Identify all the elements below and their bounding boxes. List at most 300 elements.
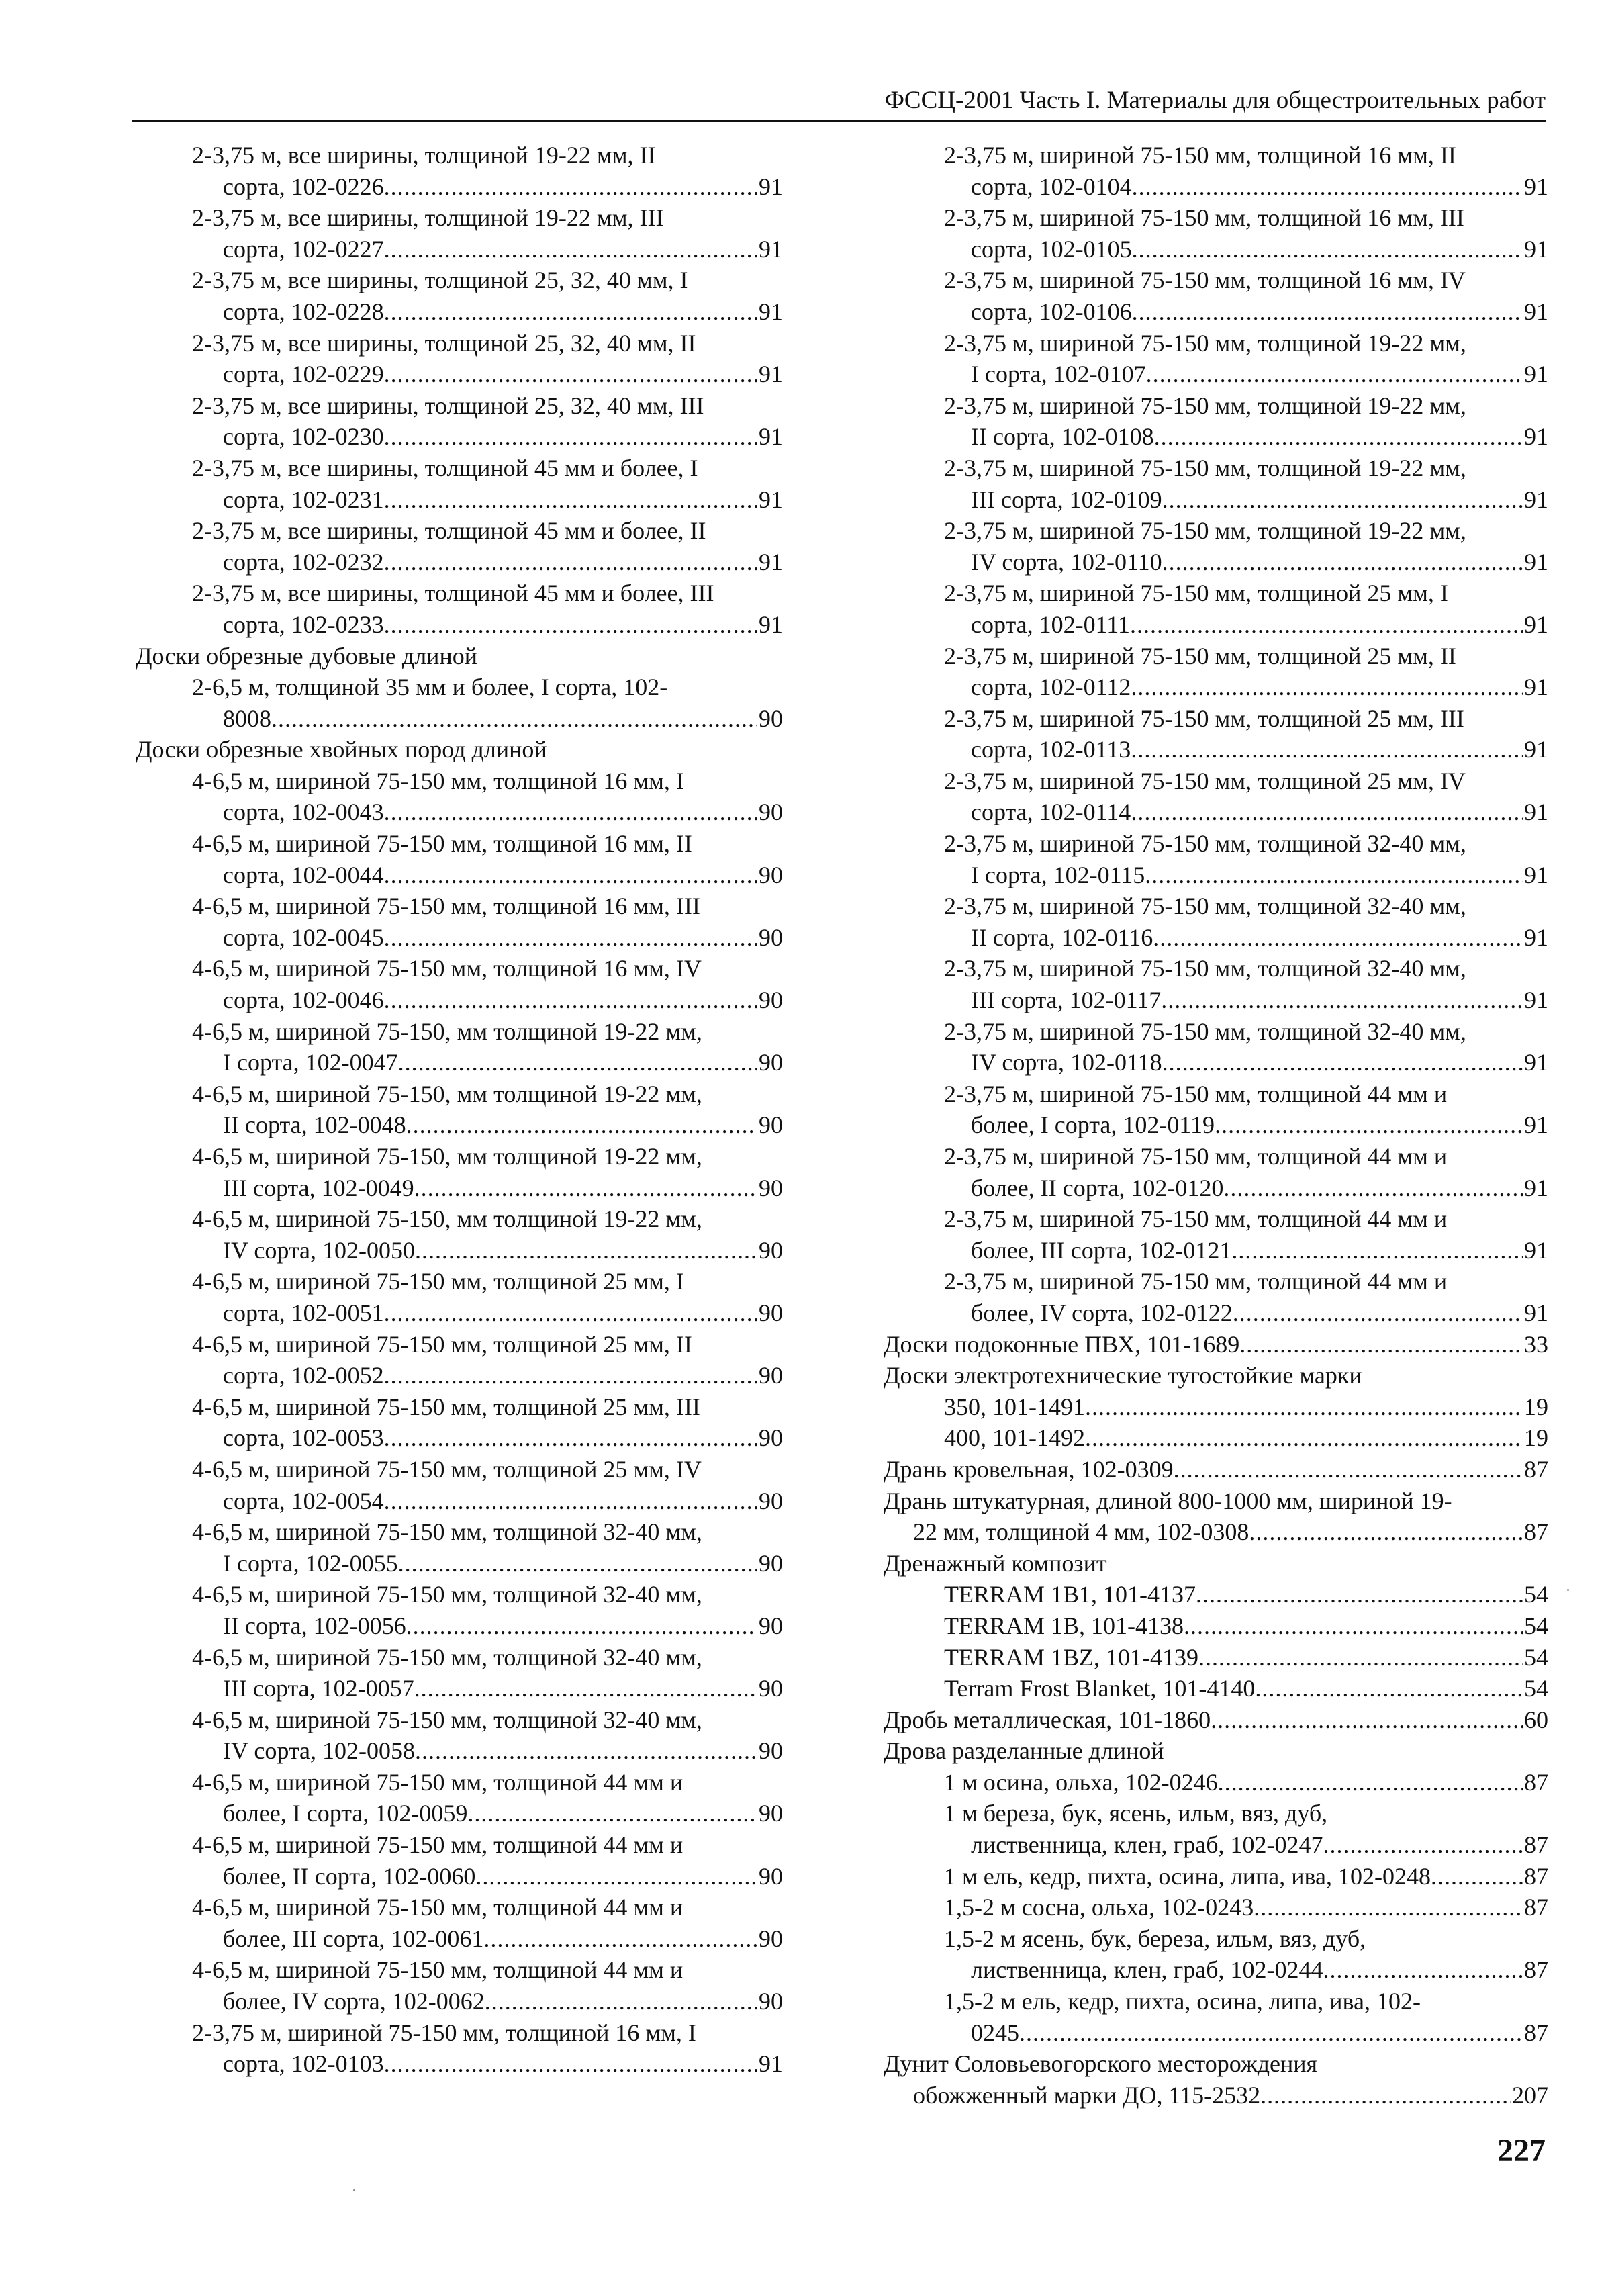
entry-leader-line (132, 296, 783, 328)
entry-leader-line (132, 703, 783, 735)
entry-label: сорта, 102-0113 (971, 736, 1131, 764)
index-entry (884, 1454, 1548, 1485)
entry-label: III сорта, 102-0057 (223, 1675, 414, 1702)
entry-page-ref: 90 (759, 923, 783, 951)
dot-leader (1162, 1047, 1523, 1078)
entry-label: сорта, 102-0054 (223, 1487, 384, 1514)
entry-page-ref: 90 (759, 986, 783, 1014)
index-entry (884, 1861, 1548, 1892)
entry-label: III сорта, 102-0117 (971, 986, 1162, 1014)
index-entry (884, 202, 1548, 265)
entry-text-line: 2-3,75 м, шириной 75-150 мм, толщиной 32-40 мм, (944, 830, 1466, 858)
dot-leader (384, 796, 757, 828)
index-entry (884, 1986, 1548, 2048)
entry-leader-line (132, 1923, 783, 1955)
entry-text-line: 2-3,75 м, шириной 75-150 мм, толщиной 16 мм, IV (944, 267, 1466, 294)
entry-page-ref: 60 (1524, 1706, 1548, 1733)
entry-label: I сорта, 102-0047 (223, 1049, 398, 1076)
index-column-right (884, 140, 1548, 2111)
index-entry (884, 1078, 1548, 1141)
entry-label: 1,5-2 м сосна, ольха, 102-0243 (944, 1894, 1254, 1921)
index-entry (884, 1266, 1548, 1328)
entry-leader-line (884, 1047, 1548, 1078)
entry-page-ref: 90 (759, 1862, 783, 1890)
entry-label: сорта, 102-0231 (223, 486, 384, 513)
entry-label: I сорта, 102-0107 (971, 361, 1146, 388)
dot-leader (485, 1986, 757, 2017)
entry-label: II сорта, 102-0108 (971, 423, 1154, 451)
entry-page-ref: 87 (1524, 2019, 1548, 2046)
entry-page-ref: 87 (1524, 1894, 1548, 1921)
entry-label: IV сорта, 102-0050 (223, 1236, 415, 1264)
entry-page-ref: 33 (1524, 1330, 1548, 1358)
entry-label: сорта, 102-0046 (223, 986, 384, 1014)
entry-text-line: 4-6,5 м, шириной 75-150 мм, толщиной 16 мм, III (192, 892, 700, 920)
entry-page-ref: 87 (1524, 1862, 1548, 1890)
entry-leader-line (132, 1798, 783, 1829)
index-entry (884, 390, 1548, 453)
entry-leader-line (884, 1109, 1548, 1141)
entry-text-line: 4-6,5 м, шириной 75-150 мм, толщиной 44 мм и (192, 1768, 683, 1796)
entry-label: более, I сорта, 102-0119 (971, 1111, 1215, 1139)
entry-text-line: 2-3,75 м, все ширины, толщиной 25, 32, 40 мм, I (192, 267, 688, 294)
entry-label: лиственница, клен, граб, 102-0247 (971, 1831, 1323, 1859)
dot-leader (475, 1861, 757, 1892)
entry-text-line: 2-3,75 м, шириной 75-150 мм, толщиной 25 мм, I (944, 580, 1448, 607)
dot-leader (384, 609, 757, 641)
entry-leader-line (884, 2017, 1548, 2049)
entry-label: сорта, 102-0229 (223, 361, 384, 388)
entry-label: более, I сорта, 102-0059 (223, 1800, 468, 1827)
entry-page-ref: 91 (1524, 548, 1548, 576)
entry-text-line: 4-6,5 м, шириной 75-150 мм, толщиной 32-40 мм, (192, 1581, 702, 1608)
dot-leader (384, 234, 757, 265)
dot-leader (384, 171, 757, 203)
entry-page-ref: 87 (1524, 1768, 1548, 1796)
entry-leader-line (132, 359, 783, 390)
dot-leader (1146, 359, 1523, 390)
entry-page-ref: 91 (1524, 610, 1548, 638)
entry-leader-line (884, 1642, 1548, 1673)
entry-page-ref: 91 (759, 610, 783, 638)
index-entry (132, 1266, 783, 1328)
entry-text-line: 2-3,75 м, все ширины, толщиной 45 мм и более, I (192, 454, 698, 481)
entry-text-line: 4-6,5 м, шириной 75-150 мм, толщиной 25 мм, III (192, 1393, 700, 1420)
entry-text-line: 2-6,5 м, толщиной 35 мм и более, I сорта, 102- (192, 674, 668, 701)
entry-page-ref: 91 (1524, 235, 1548, 263)
entry-page-ref: 90 (759, 1111, 783, 1139)
entry-leader-line (884, 1767, 1548, 1798)
index-entry (132, 766, 783, 828)
index-entry (132, 1579, 783, 1641)
dot-leader (1249, 1516, 1523, 1548)
entry-text-line: 2-3,75 м, шириной 75-150 мм, толщиной 32-40 мм, (944, 955, 1466, 982)
entry-label: III сорта, 102-0049 (223, 1174, 414, 1201)
index-entry (132, 641, 783, 672)
entry-text-line: 1,5-2 м ель, кедр, пихта, осина, липа, ива, 102- (944, 1988, 1421, 2015)
entry-page-ref: 87 (1524, 1956, 1548, 1984)
entry-leader-line (884, 1422, 1548, 1454)
dot-leader (1323, 1829, 1523, 1861)
entry-leader-line (132, 1297, 783, 1329)
entry-text-line: 4-6,5 м, шириной 75-150 мм, толщиной 44 мм и (192, 1831, 683, 1859)
entry-leader-line (884, 1454, 1548, 1485)
entry-label: сорта, 102-0226 (223, 173, 384, 200)
entry-leader-line (884, 1516, 1548, 1548)
entry-text-line: 2-3,75 м, шириной 75-150 мм, толщиной 16 мм, III (944, 204, 1464, 232)
entry-page-ref: 91 (759, 548, 783, 576)
entry-page-ref: 90 (759, 1174, 783, 1201)
dot-leader (1132, 296, 1523, 328)
entry-text-line: 4-6,5 м, шириной 75-150 мм, толщиной 16 мм, I (192, 767, 684, 794)
entry-label: TERRAM 1B1, 101-4137 (944, 1581, 1196, 1608)
dot-leader (1132, 171, 1523, 203)
entry-label: 350, 101-1491 (944, 1393, 1085, 1420)
index-entry (884, 1548, 1548, 1579)
index-entry (884, 265, 1548, 327)
entry-text-line: 2-3,75 м, все ширины, толщиной 19-22 мм, III (192, 204, 664, 232)
entry-text-line: 2-3,75 м, все ширины, толщиной 45 мм и более, II (192, 517, 706, 545)
entry-page-ref: 90 (759, 1487, 783, 1514)
entry-page-ref: 90 (759, 1362, 783, 1389)
dot-leader (415, 1235, 757, 1267)
dot-leader (384, 547, 757, 578)
index-entry (884, 1892, 1548, 1923)
dot-leader (384, 1297, 757, 1329)
entry-leader-line (884, 1297, 1548, 1329)
index-entry (884, 641, 1548, 703)
entry-text-line: 4-6,5 м, шириной 75-150 мм, толщиной 44 мм и (192, 1894, 683, 1921)
entry-page-ref: 91 (1524, 423, 1548, 451)
index-entry (884, 1016, 1548, 1078)
entry-label: сорта, 102-0233 (223, 610, 384, 638)
index-entry (884, 1767, 1548, 1798)
entry-page-ref: 87 (1524, 1518, 1548, 1546)
entry-leader-line (884, 1829, 1548, 1861)
dot-leader (1161, 984, 1523, 1016)
entry-page-ref: 91 (1524, 1174, 1548, 1201)
entry-leader-line (132, 484, 783, 516)
entry-page-ref: 90 (759, 704, 783, 732)
dot-leader (384, 984, 757, 1016)
entry-leader-line (132, 1861, 783, 1892)
entry-page-ref: 54 (1524, 1675, 1548, 1702)
entry-page-ref: 19 (1524, 1424, 1548, 1452)
entry-label: сорта, 102-0043 (223, 798, 384, 826)
entry-label: сорта, 102-0052 (223, 1362, 384, 1389)
dot-leader (384, 2048, 757, 2080)
entry-page-ref: 91 (759, 486, 783, 513)
dot-leader (384, 922, 757, 954)
entry-leader-line (132, 547, 783, 578)
dot-leader (1085, 1391, 1523, 1423)
entry-text-line: 2-3,75 м, шириной 75-150 мм, толщиной 19-22 мм, (944, 454, 1466, 481)
scan-speck (1567, 1589, 1569, 1591)
entry-leader-line (132, 796, 783, 828)
dot-leader (1215, 1109, 1523, 1141)
dot-leader (1162, 484, 1523, 516)
entry-page-ref: 90 (759, 1299, 783, 1326)
entry-leader-line (884, 984, 1548, 1016)
index-entry (132, 828, 783, 890)
entry-label: Доски подоконные ПВХ, 101-1689 (884, 1330, 1240, 1358)
entry-text-line: 2-3,75 м, шириной 75-150 мм, толщиной 32-40 мм, (944, 1017, 1466, 1045)
entry-leader-line (884, 734, 1548, 766)
index-entry (132, 453, 783, 515)
entry-page-ref: 19 (1524, 1393, 1548, 1420)
entry-leader-line (132, 234, 783, 265)
dot-leader (1132, 234, 1523, 265)
entry-leader-line (132, 1047, 783, 1078)
dot-leader (384, 860, 757, 891)
index-entry (132, 578, 783, 640)
entry-label: сорта, 102-0103 (223, 2050, 384, 2078)
entry-text-line: 4-6,5 м, шириной 75-150 мм, толщиной 25 мм, I (192, 1268, 684, 1295)
entry-text-line: 4-6,5 м, шириной 75-150 мм, толщиной 16 мм, IV (192, 955, 702, 982)
entry-text-line: Дрань штукатурная, длиной 800-1000 мм, шириной 19- (884, 1487, 1452, 1514)
index-entry (884, 1329, 1548, 1361)
entry-label: 8008 (223, 704, 271, 732)
index-entry (132, 1391, 783, 1454)
index-entry (132, 1016, 783, 1078)
index-entry (884, 1642, 1548, 1673)
entry-page-ref: 91 (759, 235, 783, 263)
entry-page-ref: 90 (759, 1424, 783, 1452)
entry-text-line: Дрова разделанные длиной (884, 1737, 1164, 1765)
entry-page-ref: 90 (759, 861, 783, 888)
entry-label: сорта, 102-0045 (223, 923, 384, 951)
entry-leader-line (132, 1109, 783, 1141)
entry-leader-line (132, 1735, 783, 1767)
entry-page-ref: 91 (1524, 1049, 1548, 1076)
entry-label: сорта, 102-0227 (223, 235, 384, 263)
entry-page-ref: 90 (759, 1800, 783, 1827)
entry-leader-line (884, 1861, 1548, 1892)
entry-page-ref: 91 (1524, 1111, 1548, 1139)
entry-page-ref: 54 (1524, 1581, 1548, 1608)
entry-page-ref: 91 (759, 297, 783, 325)
index-entry (132, 2017, 783, 2080)
dot-leader (483, 1923, 757, 1955)
index-entry (132, 202, 783, 265)
index-entry (884, 1673, 1548, 1704)
index-entry (132, 1454, 783, 1516)
index-entry (132, 1829, 783, 1892)
index-entry (884, 1141, 1548, 1203)
entry-leader-line (132, 1986, 783, 2017)
entry-leader-line (132, 1548, 783, 1579)
dot-leader (1131, 734, 1523, 766)
index-entry (884, 1798, 1548, 1860)
entry-leader-line (884, 296, 1548, 328)
index-entry (884, 328, 1548, 390)
entry-label: II сорта, 102-0116 (971, 923, 1153, 951)
entry-leader-line (884, 1329, 1548, 1361)
entry-page-ref: 91 (1524, 923, 1548, 951)
entry-page-ref: 91 (1524, 173, 1548, 200)
entry-leader-line (884, 421, 1548, 453)
entry-label: сорта, 102-0053 (223, 1424, 384, 1452)
entry-page-ref: 91 (1524, 361, 1548, 388)
entry-page-ref: 90 (759, 798, 783, 826)
entry-page-ref: 90 (759, 1236, 783, 1264)
entry-leader-line (132, 1485, 783, 1517)
entry-label: обожженный марки ДО, 115-2532 (913, 2081, 1261, 2109)
entry-text-line: 4-6,5 м, шириной 75-150, мм толщиной 19-22 мм, (192, 1143, 702, 1170)
index-column-left (132, 140, 783, 2080)
entry-text-line: 4-6,5 м, шириной 75-150 мм, толщиной 25 мм, II (192, 1330, 692, 1358)
entry-text-line: Доски обрезные хвойных пород длиной (136, 736, 547, 764)
index-entry (884, 2048, 1548, 2111)
index-entry (132, 672, 783, 734)
entry-leader-line (132, 1173, 783, 1204)
entry-page-ref: 91 (1524, 674, 1548, 701)
index-entry (132, 515, 783, 578)
entry-label: более, III сорта, 102-0121 (971, 1236, 1232, 1264)
entry-text-line: 4-6,5 м, шириной 75-150, мм толщиной 19-22 мм, (192, 1205, 702, 1233)
index-entry (884, 1923, 1548, 1986)
entry-text-line: 2-3,75 м, шириной 75-150 мм, толщиной 25 мм, IV (944, 767, 1466, 794)
dot-leader (1198, 1642, 1523, 1673)
entry-leader-line (884, 359, 1548, 390)
entry-page-ref: 91 (759, 423, 783, 451)
entry-label: сорта, 102-0232 (223, 548, 384, 576)
dot-leader (1323, 1954, 1523, 1986)
entry-leader-line (132, 984, 783, 1016)
entry-page-ref: 91 (1524, 297, 1548, 325)
entry-leader-line (132, 1235, 783, 1267)
entry-text-line: 4-6,5 м, шириной 75-150 мм, толщиной 32-40 мм, (192, 1643, 702, 1671)
index-entry (132, 1767, 783, 1829)
page-header (132, 82, 1546, 122)
dot-leader (384, 484, 757, 516)
entry-label: TERRAM 1B, 101-4138 (944, 1612, 1184, 1639)
dot-leader (415, 1735, 757, 1767)
dot-leader (1431, 1861, 1523, 1892)
index-entry (884, 1735, 1548, 1767)
dot-leader (398, 1548, 757, 1579)
entry-leader-line (132, 1360, 783, 1391)
index-entry (884, 515, 1548, 578)
entry-page-ref: 90 (759, 1737, 783, 1765)
entry-label: более, II сорта, 102-0060 (223, 1862, 476, 1890)
dot-leader (467, 1798, 757, 1829)
entry-page-ref: 90 (759, 1988, 783, 2015)
dot-leader (1184, 1610, 1523, 1642)
index-entry (132, 140, 783, 202)
index-entry (132, 1329, 783, 1391)
dot-leader (384, 359, 757, 390)
index-entry (884, 766, 1548, 828)
index-entry (132, 1203, 783, 1266)
entry-text-line: 2-3,75 м, все ширины, толщиной 19-22 мм, II (192, 142, 656, 169)
entry-text-line: 2-3,75 м, шириной 75-150 мм, толщиной 44 мм и (944, 1080, 1448, 1107)
entry-text-line: 2-3,75 м, шириной 75-150 мм, толщиной 25 мм, III (944, 704, 1464, 732)
entry-page-ref: 91 (1524, 861, 1548, 888)
dot-leader (1254, 1892, 1523, 1923)
entry-leader-line (884, 1892, 1548, 1923)
entry-label: IV сорта, 102-0110 (971, 548, 1162, 576)
entry-text-line: 4-6,5 м, шириной 75-150 мм, толщиной 32-40 мм, (192, 1706, 702, 1733)
dot-leader (1223, 1173, 1523, 1204)
dot-leader (406, 1610, 757, 1642)
entry-text-line: Дунит Соловьевогорского месторождения (884, 2050, 1318, 2078)
entry-label: сорта, 102-0051 (223, 1299, 384, 1326)
entry-leader-line (884, 234, 1548, 265)
entry-text-line: 2-3,75 м, шириной 75-150 мм, толщиной 16 мм, II (944, 142, 1456, 169)
entry-text-line: 1 м береза, бук, ясень, ильм, вяз, дуб, (944, 1800, 1328, 1827)
index-entry (884, 1485, 1548, 1548)
entry-label: сорта, 102-0104 (971, 173, 1132, 200)
scan-speck (353, 2189, 355, 2191)
index-entry (132, 390, 783, 453)
entry-text-line: 2-3,75 м, шириной 75-150 мм, толщиной 19-22 мм, (944, 517, 1466, 545)
dot-leader (1162, 547, 1523, 578)
entry-leader-line (132, 1422, 783, 1454)
dot-leader (1174, 1454, 1523, 1485)
entry-leader-line (132, 171, 783, 203)
entry-label: сорта, 102-0105 (971, 235, 1132, 263)
entry-leader-line (132, 609, 783, 641)
dot-leader (1154, 421, 1523, 453)
entry-text-line: 4-6,5 м, шириной 75-150 мм, толщиной 44 мм и (192, 1956, 683, 1984)
entry-label: сорта, 102-0106 (971, 297, 1132, 325)
entry-text-line: 2-3,75 м, все ширины, толщиной 25, 32, 40 мм, II (192, 329, 696, 357)
dot-leader (384, 1485, 757, 1517)
dot-leader (384, 296, 757, 328)
entry-label: 1 м осина, ольха, 102-0246 (944, 1768, 1218, 1796)
entry-label: 1 м ель, кедр, пихта, осина, липа, ива, 102-0248 (944, 1862, 1431, 1890)
dot-leader (398, 1047, 757, 1078)
entry-label: сорта, 102-0114 (971, 798, 1131, 826)
index-entry (884, 1704, 1548, 1736)
entry-text-line: 2-3,75 м, шириной 75-150 мм, толщиной 44 мм и (944, 1268, 1448, 1295)
entry-leader-line (884, 922, 1548, 954)
dot-leader (384, 421, 757, 453)
entry-leader-line (132, 1610, 783, 1642)
entry-text-line: 2-3,75 м, шириной 75-150 мм, толщиной 44 мм и (944, 1143, 1448, 1170)
dot-leader (1131, 796, 1523, 828)
index-entry (132, 734, 783, 766)
entry-leader-line (132, 860, 783, 891)
entry-text-line: 2-3,75 м, шириной 75-150 мм, толщиной 19-22 мм, (944, 329, 1466, 357)
index-entry (884, 953, 1548, 1015)
dot-leader (1255, 1673, 1523, 1704)
page-number: 227 (1497, 2133, 1546, 2168)
entry-label: II сорта, 102-0048 (223, 1111, 406, 1139)
index-entry (132, 1704, 783, 1767)
entry-text-line: 2-3,75 м, шириной 75-150 мм, толщиной 19-22 мм, (944, 392, 1466, 419)
entry-text-line: 4-6,5 м, шириной 75-150 мм, толщиной 25 мм, IV (192, 1455, 702, 1483)
entry-page-ref: 91 (759, 2050, 783, 2078)
dot-leader (1218, 1767, 1523, 1798)
index-entry (884, 703, 1548, 766)
dot-leader (414, 1173, 757, 1204)
entry-label: IV сорта, 102-0058 (223, 1737, 415, 1765)
entry-leader-line (132, 421, 783, 453)
entry-text-line: 2-3,75 м, все ширины, толщиной 45 мм и более, III (192, 580, 714, 607)
index-entry (884, 1203, 1548, 1266)
entry-page-ref: 87 (1524, 1831, 1548, 1859)
entry-text-line: 2-3,75 м, шириной 75-150 мм, толщиной 25 мм, II (944, 642, 1456, 670)
entry-text-line: 4-6,5 м, шириной 75-150, мм толщиной 19-22 мм, (192, 1080, 702, 1107)
entry-leader-line (132, 922, 783, 954)
entry-text-line: Дренажный композит (884, 1549, 1107, 1577)
dot-leader (406, 1109, 757, 1141)
entry-label: II сорта, 102-0056 (223, 1612, 406, 1639)
entry-label: более, IV сорта, 102-0062 (223, 1988, 485, 2015)
index-entry (132, 1141, 783, 1203)
